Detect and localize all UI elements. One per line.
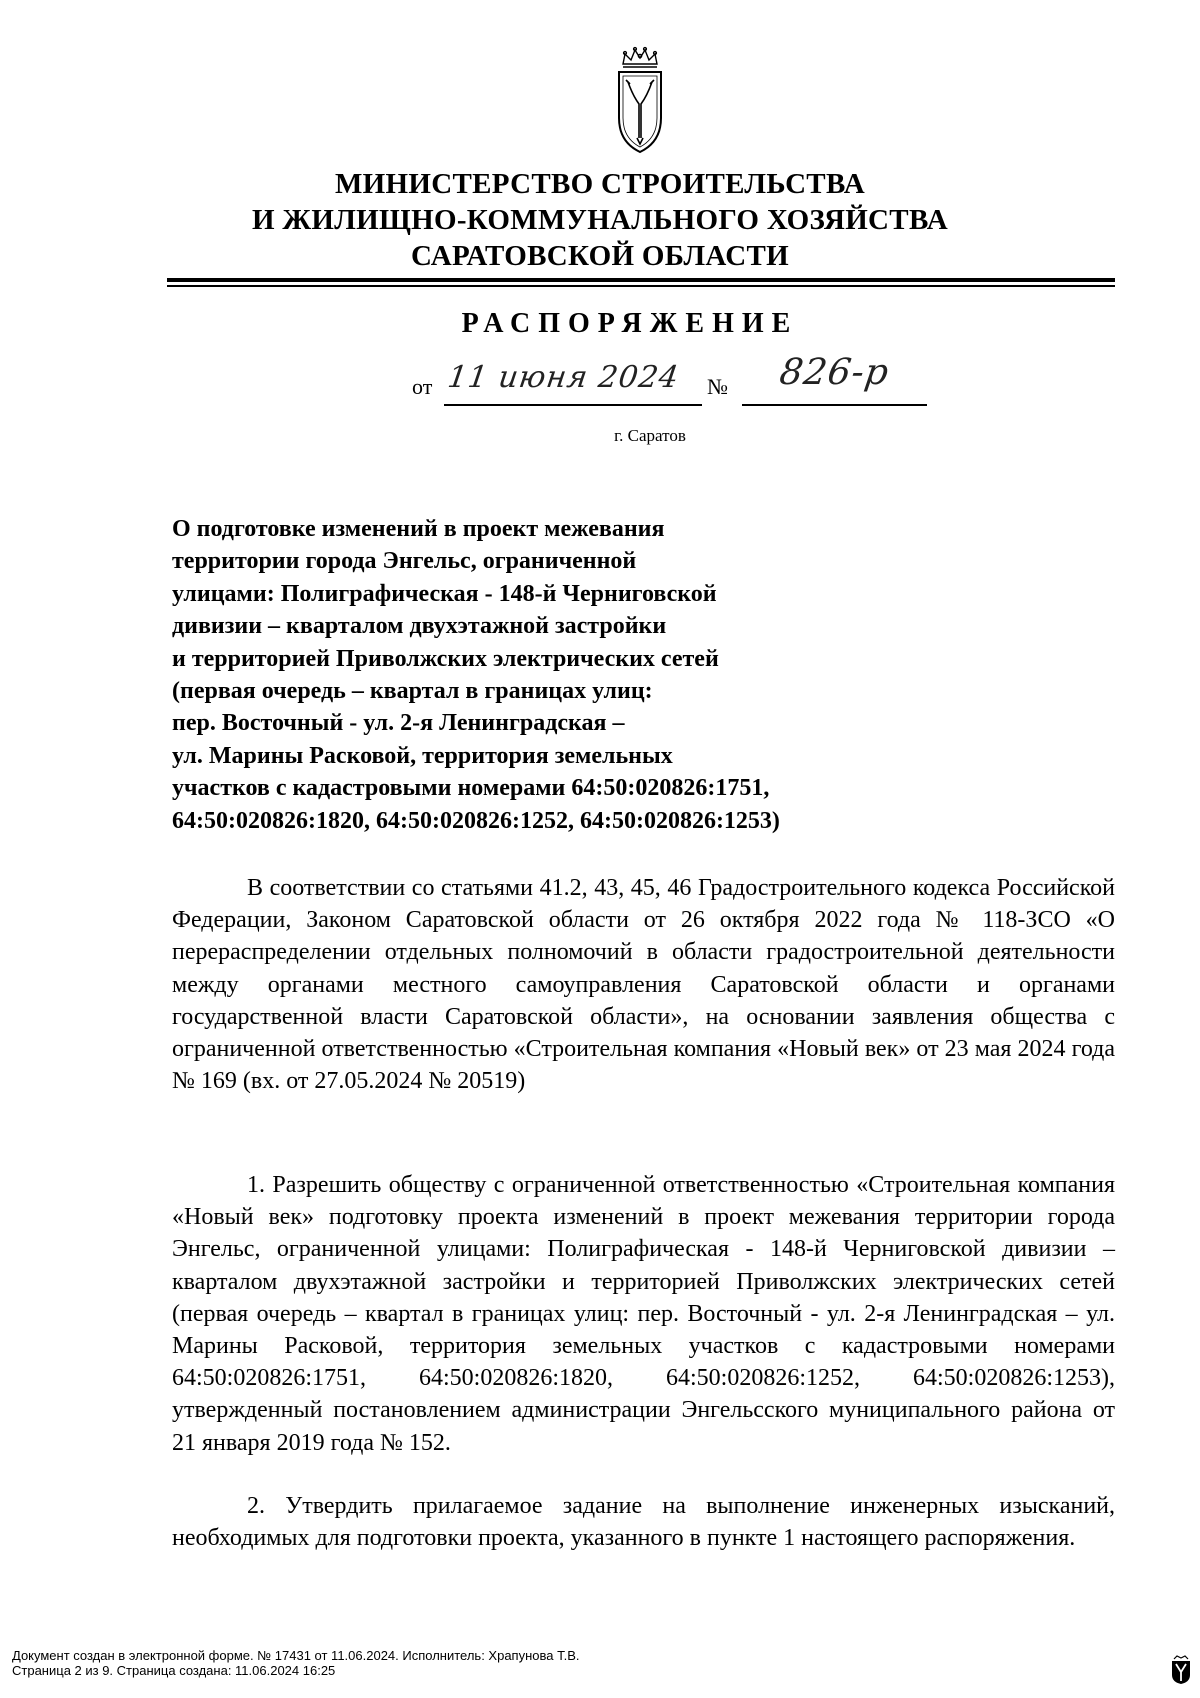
subject-line: улицами: Полиграфическая - 148-й Черниговской: [172, 580, 717, 607]
date-label: от: [412, 374, 433, 399]
header-rule-thin: [167, 285, 1115, 287]
electronic-document-footer: [12, 1648, 580, 1678]
subject-line: участков с кадастровыми номерами 64:50:020826:1751,: [172, 775, 770, 802]
saratov-emblem-small-icon: [1170, 1655, 1192, 1685]
item-1-paragraph: 1. Разрешить обществу с ограниченной ответственностью «Строительная компания «Новый век» подготовку проекта изменений в проект межевания территории города Энгельс, ограниченной улицами: Полиграфическая - 148-й Черниговской дивизии – кварталом двухэтажной застройки и территорией Приволжских электрических сетей (первая очередь – квартал в границах улиц: пер. Восточный - ул. 2-я Ленинградская – ул. Марины Расковой, территория земельных участков с кадастровыми номерами 64:50:020826:1751, 64:50:020826:1820, 64:50:020826:1252, 64:50:020826:1253), утвержденный постановлением администрации Энгельсского муниципального района от 21 января 2019 года № 152.: [172, 1172, 1115, 1456]
number-label: №: [707, 374, 728, 399]
subject-line: пер. Восточный - ул. 2-я Ленинградская –: [172, 710, 625, 737]
header-rule-thick: [167, 278, 1115, 282]
footer-line-2: Страница 2 из 9. Страница создана: 11.06.2024 16:25: [12, 1663, 336, 1678]
ministry-line-1: МИНИСТЕРСТВО СТРОИТЕЛЬСТВА: [334, 168, 866, 200]
subject-line: 64:50:020826:1820, 64:50:020826:1252, 64:50:020826:1253): [172, 807, 780, 834]
subject-line: ул. Марины Расковой, территория земельных: [172, 742, 673, 769]
preamble-paragraph: В соответствии со статьями 41.2, 43, 45, 46 Градостроительного кодекса Российской Федерации, Законом Саратовской области от 26 октября 2022 года № 118-ЗСО «О перераспределении отдельных полномочий в области градостроительной деятельности между органами местного самоуправления Саратовской области и органами государственной власти Саратовской области», на основании заявления общества с ограниченной ответственностью «Строительная компания «Новый век» от 23 мая 2024 года № 169 (вх. от 27.05.2024 № 20519): [172, 875, 1115, 1095]
subject-line: (первая очередь – квартал в границах улиц:: [172, 678, 653, 705]
place-of-issue: г. Саратов: [614, 426, 686, 445]
ministry-name: [0, 166, 1200, 274]
subject-line: территории города Энгельс, ограниченной: [172, 548, 637, 575]
ministry-line-2: И ЖИЛИЩНО-КОММУНАЛЬНОГО ХОЗЯЙСТВА: [251, 204, 949, 236]
subject-line: и территорией Приволжских электрических сетей: [172, 645, 719, 672]
document-subject: [172, 513, 932, 837]
document-type-title: РАСПОРЯЖЕНИЕ: [461, 308, 799, 339]
handwritten-number: 826-р: [777, 352, 892, 393]
handwritten-date: 11 июня 2024: [445, 360, 682, 395]
subject-line: О подготовке изменений в проект межевания: [172, 516, 665, 542]
coat-of-arms-icon: [615, 46, 665, 156]
number-underline: [742, 404, 927, 406]
date-underline: [444, 404, 702, 406]
ministry-line-3: САРАТОВСКОЙ ОБЛАСТИ: [411, 240, 789, 272]
item-2-paragraph: 2. Утвердить прилагаемое задание на выполнение инженерных изысканий, необходимых для подготовки проекта, указанного в пункте 1 настоящего распоряжения.: [172, 1493, 1115, 1552]
subject-line: дивизии – кварталом двухэтажной застройки: [172, 613, 667, 640]
footer-line-1: Документ создан в электронной форме. № 17431 от 11.06.2024. Исполнитель: Храпунова Т.В.: [12, 1648, 580, 1663]
